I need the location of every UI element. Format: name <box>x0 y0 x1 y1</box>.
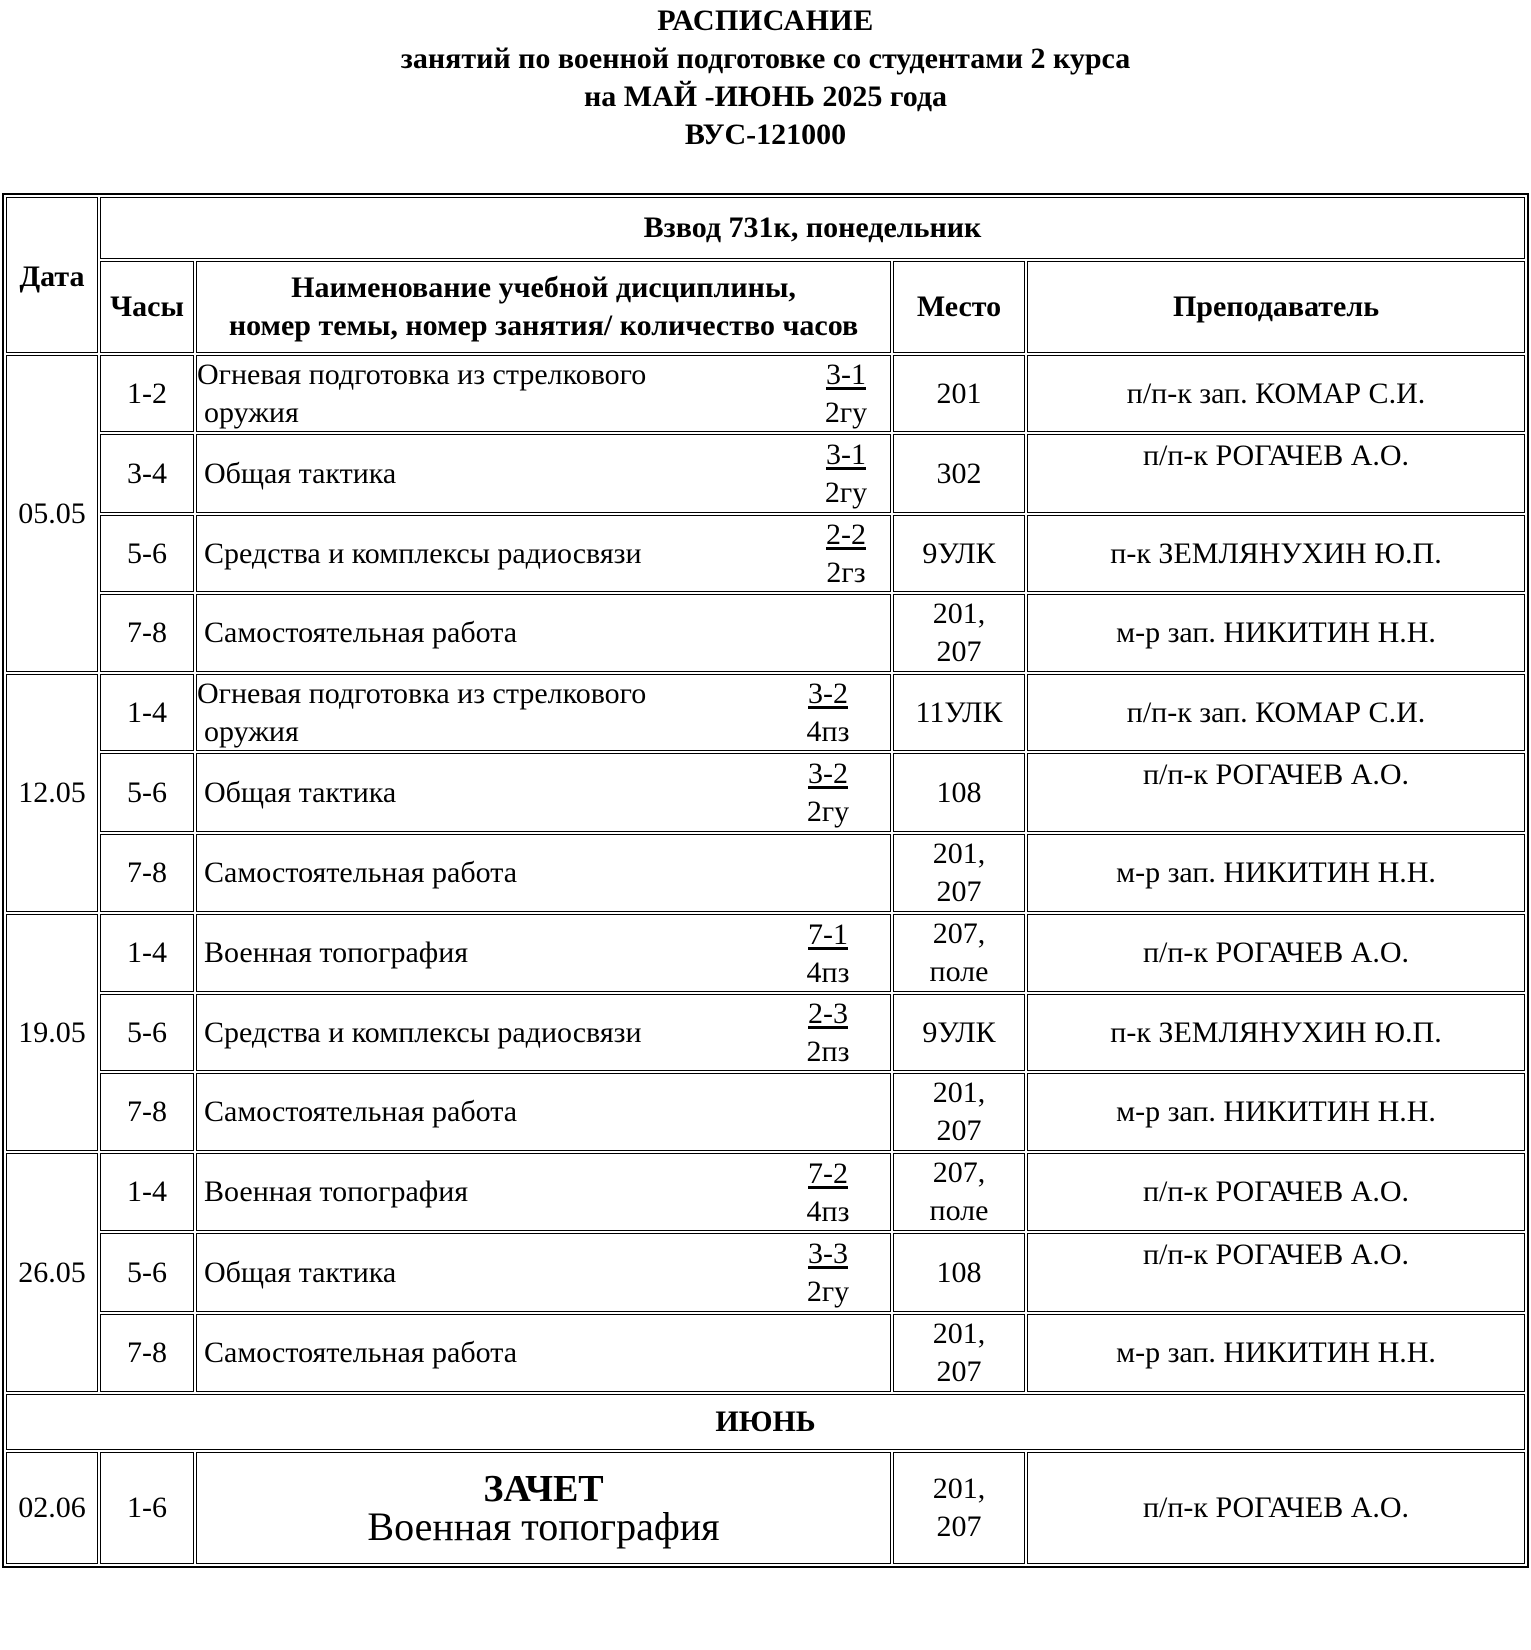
subject-cell <box>196 1452 891 1564</box>
date-cell: 12.05 <box>6 674 98 912</box>
teacher-cell: п/п-к РОГАЧЕВ А.О. <box>1027 753 1525 832</box>
place-line-1: 201, <box>932 837 986 870</box>
topic-code: 7-1 <box>808 917 848 951</box>
subject-name: Средства и комплексы радиосвязи <box>204 1015 642 1049</box>
subject-cell <box>196 674 891 751</box>
place-cell: 9УЛК <box>893 515 1025 592</box>
hours-cell: 1-4 <box>100 914 194 992</box>
teacher-cell: п/п-к РОГАЧЕВ А.О. <box>1027 434 1525 513</box>
schedule-table <box>2 193 1529 1568</box>
heading-line-1: занятий по военной подготовке со студентами 2 курса <box>400 42 1131 75</box>
subject-name: Самостоятельная работа <box>204 616 518 649</box>
teacher-cell: п/п-к зап. КОМАР С.И. <box>1027 355 1525 432</box>
table-row <box>6 515 1525 592</box>
teacher-cell: п/п-к зап. КОМАР С.И. <box>1027 674 1525 751</box>
place-cell <box>893 594 1025 672</box>
hours-cell: 7-8 <box>100 1314 194 1392</box>
place-cell: 11УЛК <box>893 674 1025 751</box>
header-hours: Часы <box>100 261 194 353</box>
topic-code: 2-2 <box>826 518 866 551</box>
teacher-cell: п/п-к РОГАЧЕВ А.О. <box>1027 1452 1525 1564</box>
place-line-2: 207 <box>936 1510 982 1543</box>
subject-cell <box>196 834 891 912</box>
subject-line-1: Огневая подготовка из стрелкового <box>197 677 647 710</box>
hours-code: 4пз <box>806 715 850 748</box>
topic-code: 3-1 <box>826 438 866 471</box>
place-cell: 302 <box>893 434 1025 513</box>
table-row <box>6 1073 1525 1151</box>
hours-code: 2гу <box>806 1275 850 1308</box>
table-row <box>6 434 1525 513</box>
topic-code: 3-2 <box>808 757 848 790</box>
place-line-2: 207 <box>936 875 982 908</box>
subject-cell <box>196 594 891 672</box>
place-cell <box>893 914 1025 992</box>
place-line-2: 207 <box>936 635 982 668</box>
heading-line-2: на МАЙ -ИЮНЬ 2025 года <box>583 80 948 113</box>
subject-line-2: оружия <box>204 715 299 748</box>
teacher-cell: п/п-к РОГАЧЕВ А.О. <box>1027 914 1525 992</box>
document-heading <box>0 0 1531 154</box>
date-cell: 26.05 <box>6 1153 98 1392</box>
hours-cell: 5-6 <box>100 753 194 832</box>
subject-name: Общая тактика <box>204 775 397 809</box>
hours-cell: 7-8 <box>100 594 194 672</box>
month-row <box>6 1394 1525 1450</box>
subject-name: Средства и комплексы радиосвязи <box>204 536 642 570</box>
place-cell <box>893 1314 1025 1392</box>
hours-cell: 1-2 <box>100 355 194 432</box>
place-cell: 9УЛК <box>893 994 1025 1071</box>
place-line-2: 207 <box>936 1355 982 1388</box>
hours-code: 2гу <box>824 396 868 429</box>
place-cell: 108 <box>893 1233 1025 1312</box>
place-line-2: поле <box>929 1194 989 1227</box>
hours-code: 4пз <box>806 955 850 989</box>
place-cell <box>893 834 1025 912</box>
table-row <box>6 1314 1525 1392</box>
teacher-cell: м-р зап. НИКИТИН Н.Н. <box>1027 834 1525 912</box>
place-cell <box>893 1153 1025 1231</box>
exam-title: ЗАЧЕТ <box>483 1468 604 1510</box>
subject-name: Военная топография <box>204 1175 469 1208</box>
table-row <box>6 1233 1525 1312</box>
table-row <box>6 594 1525 672</box>
hours-cell: 3-4 <box>100 434 194 513</box>
subject-line-2: оружия <box>204 396 299 429</box>
date-cell: 19.05 <box>6 914 98 1151</box>
hours-code: 2пз <box>806 1035 850 1068</box>
month-label: ИЮНЬ <box>6 1394 1525 1450</box>
hours-cell: 5-6 <box>100 994 194 1071</box>
subject-cell <box>196 914 891 992</box>
topic-code: 3-1 <box>826 358 866 391</box>
subject-name: Самостоятельная работа <box>204 856 518 889</box>
hours-cell: 1-6 <box>100 1452 194 1564</box>
header-subject-line-2: номер темы, номер занятия/ количество часов <box>228 309 859 342</box>
table-row <box>6 1452 1525 1564</box>
place-line-1: 201, <box>932 597 986 630</box>
table-row <box>6 674 1525 751</box>
table-row <box>6 753 1525 832</box>
hours-cell: 1-4 <box>100 1153 194 1231</box>
subject-cell <box>196 1073 891 1151</box>
hours-cell: 1-4 <box>100 674 194 751</box>
document-title: РАСПИСАНИЕ <box>657 4 874 37</box>
subject-cell <box>196 1233 891 1312</box>
teacher-cell: п-к ЗЕМЛЯНУХИН Ю.П. <box>1027 994 1525 1071</box>
subject-cell <box>196 1314 891 1392</box>
place-cell <box>893 1452 1025 1564</box>
teacher-cell: п/п-к РОГАЧЕВ А.О. <box>1027 1233 1525 1312</box>
hours-code: 2гу <box>806 795 850 828</box>
table-row <box>6 355 1525 432</box>
table-row <box>6 914 1525 992</box>
hours-code: 4пз <box>806 1194 850 1228</box>
place-cell: 108 <box>893 753 1025 832</box>
teacher-cell: м-р зап. НИКИТИН Н.Н. <box>1027 1073 1525 1151</box>
teacher-cell: м-р зап. НИКИТИН Н.Н. <box>1027 594 1525 672</box>
place-line-1: 207, <box>932 917 986 950</box>
table-row <box>6 834 1525 912</box>
subject-name: Самостоятельная работа <box>204 1095 518 1128</box>
subject-name: Общая тактика <box>204 1255 397 1289</box>
hours-cell: 5-6 <box>100 1233 194 1312</box>
place-line-1: 207, <box>932 1156 986 1189</box>
place-line-1: 201, <box>932 1472 986 1505</box>
place-cell: 201 <box>893 355 1025 432</box>
topic-code: 3-2 <box>808 677 848 710</box>
subject-cell <box>196 434 891 513</box>
subject-cell <box>196 355 891 432</box>
date-cell: 05.05 <box>6 355 98 672</box>
hours-cell: 7-8 <box>100 834 194 912</box>
subject-cell <box>196 753 891 832</box>
place-line-2: 207 <box>936 1114 982 1147</box>
subject-name: Общая тактика <box>204 456 397 490</box>
header-subject-line-1: Наименование учебной дисциплины, <box>291 271 796 304</box>
subject-name: Военная топография <box>204 936 469 969</box>
table-row <box>6 994 1525 1071</box>
topic-code: 3-3 <box>808 1237 848 1270</box>
teacher-cell: п-к ЗЕМЛЯНУХИН Ю.П. <box>1027 515 1525 592</box>
date-cell: 02.06 <box>6 1452 98 1564</box>
subject-name: Самостоятельная работа <box>204 1336 518 1369</box>
hours-cell: 7-8 <box>100 1073 194 1151</box>
teacher-cell: м-р зап. НИКИТИН Н.Н. <box>1027 1314 1525 1392</box>
header-subject <box>196 261 891 353</box>
teacher-cell: п/п-к РОГАЧЕВ А.О. <box>1027 1153 1525 1231</box>
place-line-1: 201, <box>932 1076 986 1109</box>
table-row <box>6 1153 1525 1231</box>
header-group: Взвод 731к, понедельник <box>100 197 1525 259</box>
place-line-1: 201, <box>932 1317 986 1350</box>
topic-code: 7-2 <box>808 1156 848 1190</box>
subject-cell <box>196 994 891 1071</box>
subject-cell <box>196 1153 891 1231</box>
hours-cell: 5-6 <box>100 515 194 592</box>
header-date: Дата <box>6 197 98 353</box>
exam-subject: Военная топография <box>367 1504 720 1549</box>
subject-line-1: Огневая подготовка из стрелкового <box>197 358 647 391</box>
hours-code: 2гз <box>826 556 866 589</box>
hours-code: 2гу <box>824 476 868 509</box>
topic-code: 2-3 <box>808 997 848 1030</box>
subject-cell <box>196 515 891 592</box>
place-cell <box>893 1073 1025 1151</box>
heading-line-3: ВУС-121000 <box>684 118 847 151</box>
header-place: Место <box>893 261 1025 353</box>
place-line-2: поле <box>929 955 989 988</box>
header-teacher: Преподаватель <box>1027 261 1525 353</box>
